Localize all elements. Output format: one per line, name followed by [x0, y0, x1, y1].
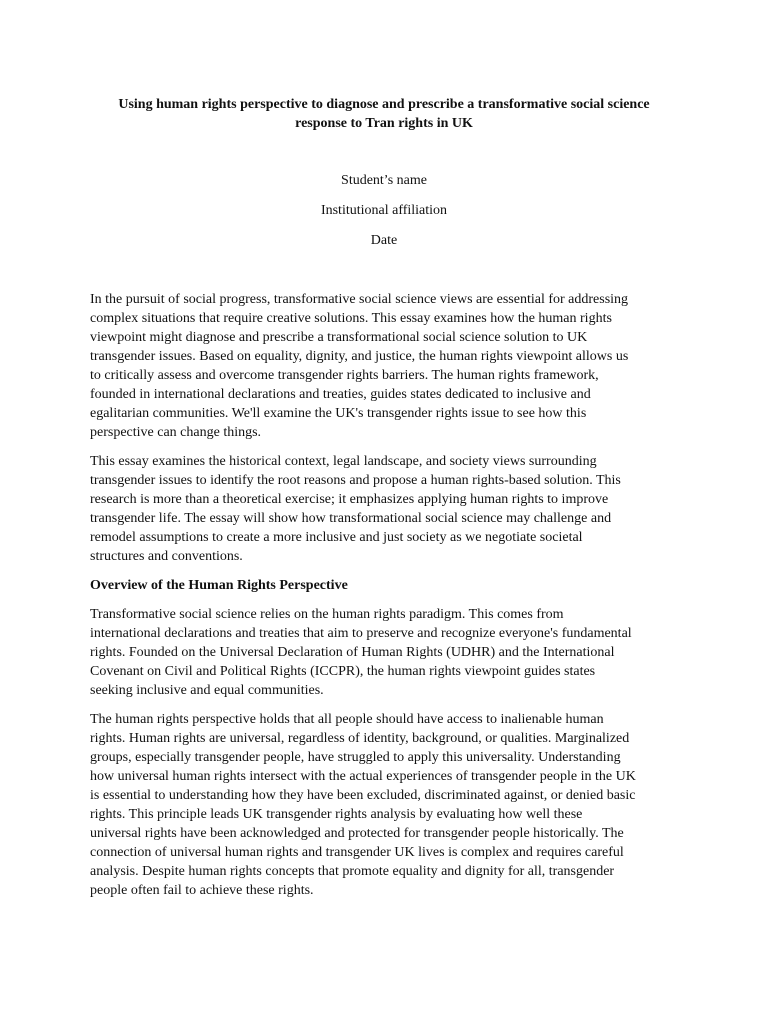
document-body	[90, 290, 678, 900]
text-line: rights. Human rights are universal, regardless of identity, background, or qualities. Marginalized	[90, 731, 630, 746]
text-line: research is more than a theoretical exercise; it emphasizes applying human rights to improve	[90, 492, 609, 507]
text-line: transgender issues to identify the root reasons and propose a human rights-based solution. This	[90, 473, 621, 488]
section-paragraph-2	[90, 710, 678, 900]
text-line: to critically assess and overcome transgender rights barriers. The human rights framework,	[90, 368, 599, 383]
text-line: international declarations and treaties that aim to preserve and recognize everyone's fundamental	[90, 626, 632, 641]
text-line: The human rights perspective holds that all people should have access to inalienable human	[90, 712, 604, 727]
text-line: In the pursuit of social progress, transformative social science views are essential for addressing	[90, 292, 629, 307]
text-line: groups, especially transgender people, have struggled to apply this universality. Understanding	[90, 750, 621, 765]
text-line: This essay examines the historical context, legal landscape, and society views surrounding	[90, 454, 597, 469]
text-line: complex situations that require creative solutions. This essay examines how the human rights	[90, 311, 612, 326]
section-paragraph-1	[90, 605, 678, 700]
text-line: rights. Founded on the Universal Declaration of Human Rights (UDHR) and the International	[90, 645, 615, 660]
text-line: people often fail to achieve these rights.	[90, 883, 314, 898]
text-line: viewpoint might diagnose and prescribe a transformational social science solution to UK	[90, 330, 588, 345]
text-line: structures and conventions.	[90, 549, 243, 564]
text-line: founded in international declarations and treaties, guides states dedicated to inclusive and	[90, 387, 591, 402]
text-line: remodel assumptions to create a more inclusive and just society as we negotiate societal	[90, 530, 583, 545]
text-line: is essential to understanding how they have been excluded, discriminated against, or denied basic	[90, 788, 636, 803]
intro-paragraph-2	[90, 452, 678, 566]
text-line: perspective can change things.	[90, 425, 262, 440]
text-line: connection of universal human rights and transgender UK lives is complex and requires careful	[90, 845, 624, 860]
document-date: Date	[370, 233, 398, 248]
intro-paragraph-1	[90, 290, 678, 442]
text-line: Covenant on Civil and Political Rights (ICCPR), the human rights viewpoint guides states	[90, 664, 596, 679]
institutional-affiliation: Institutional affiliation	[320, 203, 448, 218]
text-line: universal rights have been acknowledged and protected for transgender people historically. The	[90, 826, 624, 841]
student-name: Student’s name	[341, 173, 427, 188]
text-line: egalitarian communities. We'll examine the UK's transgender rights issue to see how this	[90, 406, 587, 421]
section-heading: Overview of the Human Rights Perspective	[90, 578, 348, 593]
title-page-info	[90, 171, 678, 250]
text-line: how universal human rights intersect with the actual experiences of transgender people in the UK	[90, 769, 636, 784]
title-line: Using human rights perspective to diagnose and prescribe a transformative social science	[118, 97, 650, 112]
document-title	[90, 0, 678, 133]
text-line: transgender life. The essay will show how transformational social science may challenge and	[90, 511, 612, 526]
title-line: response to Tran rights in UK	[295, 116, 473, 131]
text-line: rights. This principle leads UK transgender rights analysis by evaluating how well these	[90, 807, 583, 822]
text-line: transgender issues. Based on equality, dignity, and justice, the human rights viewpoint allows us	[90, 349, 629, 364]
text-line: Transformative social science relies on the human rights paradigm. This comes from	[90, 607, 564, 622]
text-line: seeking inclusive and equal communities.	[90, 683, 324, 698]
text-line: analysis. Despite human rights concepts that promote equality and dignity for all, transgender	[90, 864, 615, 879]
